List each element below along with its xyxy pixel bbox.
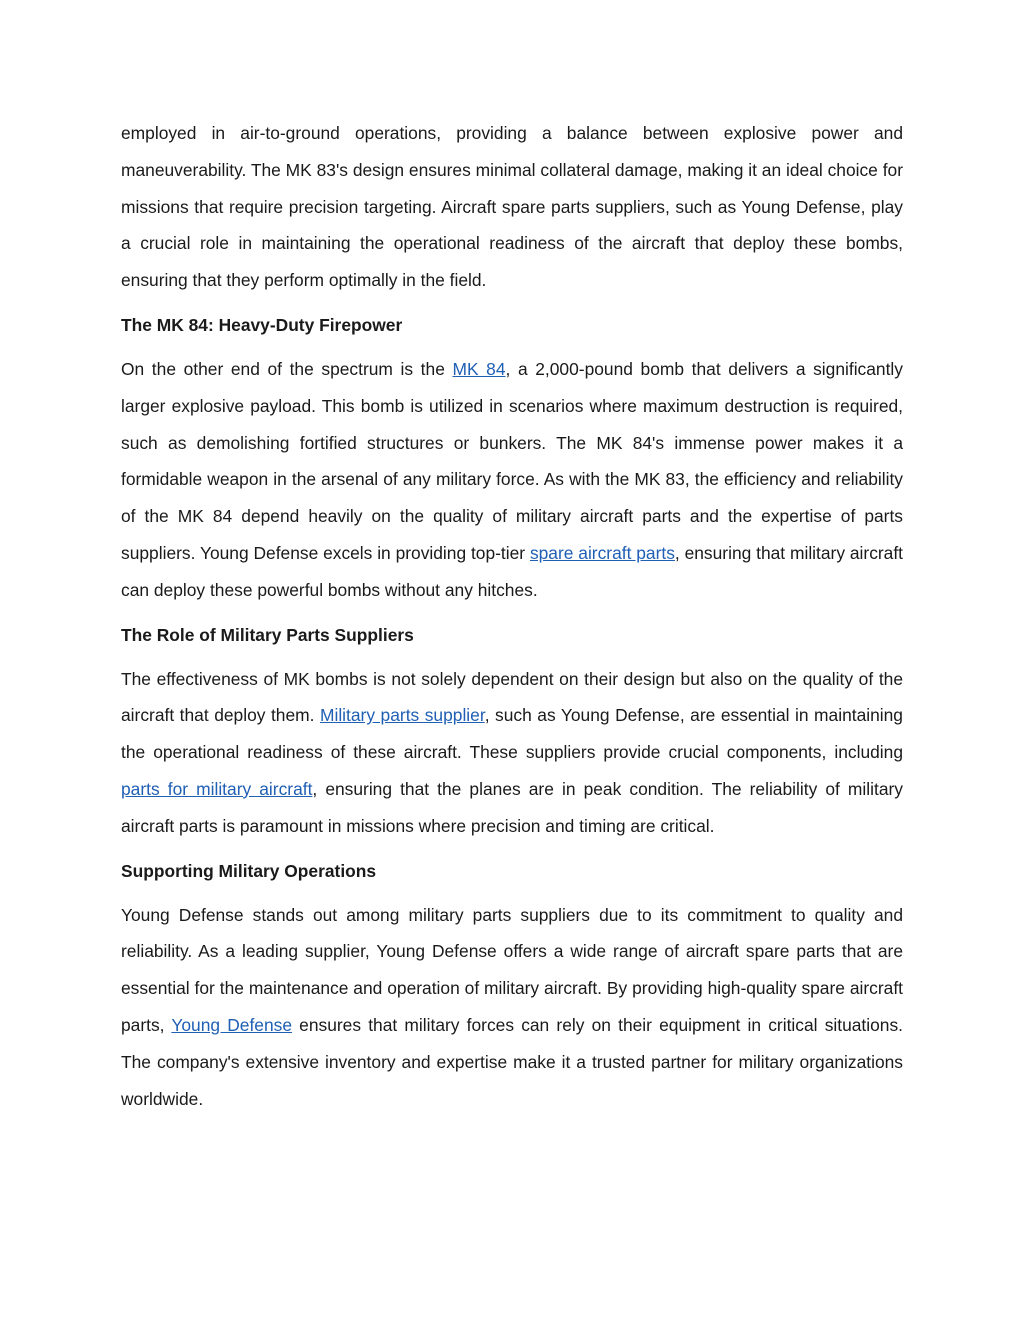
document-page [121,115,903,1131]
heading-role-of-suppliers: The Role of Military Parts Suppliers [121,624,414,645]
mk84-link[interactable]: MK 84 [452,358,506,379]
paragraph-text: ensures that military forces can rely on their equipment in critical situations. The company's extensive inventory and expertise make it a trusted partner for military organizations worldwide. [121,1014,903,1109]
paragraph-text: The effectiveness of MK bombs is not solely dependent on their design but also on the quality of the aircraft that deploy them. [121,668,903,726]
young-defense-link[interactable]: Young Defense [171,1014,292,1035]
paragraph-mk84 [121,351,903,609]
paragraph-text: On the other end of the spectrum is the [121,358,453,379]
paragraph-text: employed in air-to-ground operations, providing a balance between explosive power and maneuverability. The MK 83's design ensures minimal collateral damage, making it an ideal choice for missions that require precision targeting. Aircraft spare parts suppliers, such as Young Defense, play a crucial role in maintaining the operational readiness of the aircraft that deploy these bombs, ensuring that they perform optimally in the field. [121,123,903,291]
paragraph-text: , ensuring that the planes are in peak condition. The reliability of military aircraft parts is paramount in missions where precision and timing are critical. [121,778,903,836]
paragraph-text: , a 2,000-pound bomb that delivers a significantly larger explosive payload. This bomb is utilized in scenarios where maximum destruction is required, such as demolishing fortified structures or bunkers. The MK 84's immense power makes it a formidable weapon in the arsenal of any military force. As with the MK 83, the efficiency and reliability of the MK 84 depend heavily on the quality of military aircraft parts and the expertise of parts suppliers. Young Defense excels in providing top-tier [121,358,903,563]
paragraph-role-of-suppliers [121,661,903,845]
heading-supporting-operations: Supporting Military Operations [121,860,377,881]
spare-aircraft-parts-link[interactable]: spare aircraft parts [529,542,675,563]
heading-mk84: The MK 84: Heavy-Duty Firepower [121,314,403,335]
military-parts-supplier-link[interactable]: Military parts supplier [319,705,485,726]
paragraph-supporting-operations [121,897,903,1118]
paragraph-text: Young Defense stands out among military parts suppliers due to its commitment to quality and reliability. As a leading supplier, Young Defense offers a wide range of aircraft spare parts that are essential for the maintenance and operation of military aircraft. By providing high-quality spare aircraft parts, [121,904,903,1035]
paragraph-text: , such as Young Defense, are essential in maintaining the operational readiness of these aircraft. These suppliers provide crucial components, including [121,705,903,763]
paragraph-mk83-continued [121,115,903,299]
paragraph-text: , ensuring that military aircraft can deploy these powerful bombs without any hitches. [121,542,904,600]
parts-for-military-aircraft-link[interactable]: parts for military aircraft [121,778,313,799]
